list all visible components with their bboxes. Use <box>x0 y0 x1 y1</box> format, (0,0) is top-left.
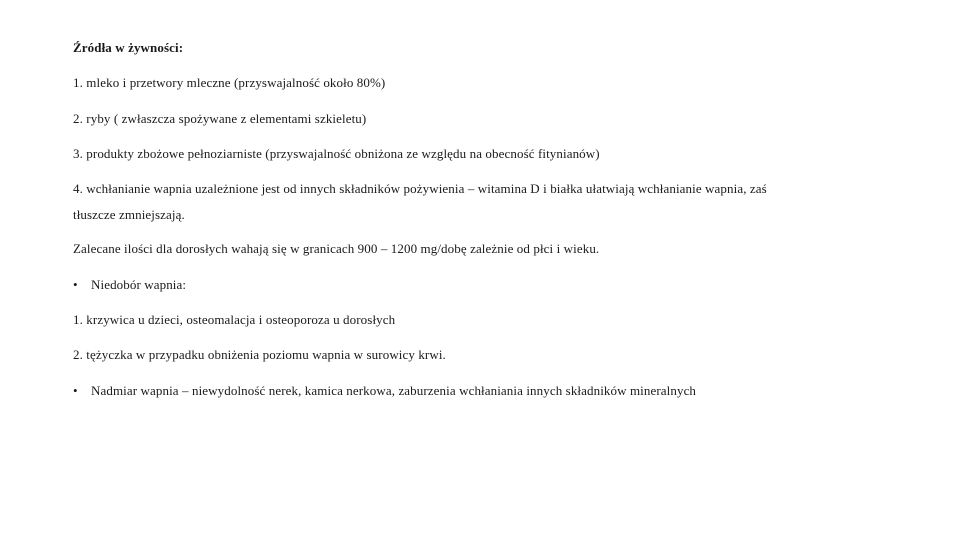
deficiency-item-2: 2. tężyczka w przypadku obniżenia poziomu wapnia w surowicy krwi. <box>73 347 446 362</box>
source-item-4-continuation: tłuszcze zmniejszają. <box>73 207 185 222</box>
deficiency-item-1: 1. krzywica u dzieci, osteomalacja i osteoporoza u dorosłych <box>73 312 396 327</box>
deficiency-title: Niedobór wapnia: <box>91 277 187 292</box>
source-item-4: 4. wchłanianie wapnia uzależnione jest od innych składników pożywienia – witamina D i białka ułatwiają wchłanianie wapnia, zaś <box>73 181 767 196</box>
excess-bullet <box>73 383 696 399</box>
recommendation-text: Zalecane ilości dla dorosłych wahają się w granicach 900 – 1200 mg/dobę zależnie od płci i wieku. <box>73 241 600 256</box>
bullet-icon: • <box>73 277 78 292</box>
heading: Źródła w żywności: <box>73 40 184 55</box>
source-item-2: 2. ryby ( zwłaszcza spożywane z elementami szkieletu) <box>73 111 367 126</box>
excess-text: Nadmiar wapnia – niewydolność nerek, kamica nerkowa, zaburzenia wchłaniania innych składników mineralnych <box>91 383 697 398</box>
deficiency-bullet <box>73 277 186 293</box>
source-item-3: 3. produkty zbożowe pełnoziarniste (przyswajalność obniżona ze względu na obecność fitynianów) <box>73 146 600 161</box>
source-item-1: 1. mleko i przetwory mleczne (przyswajalność około 80%) <box>73 75 386 90</box>
bullet-icon: • <box>73 383 78 398</box>
